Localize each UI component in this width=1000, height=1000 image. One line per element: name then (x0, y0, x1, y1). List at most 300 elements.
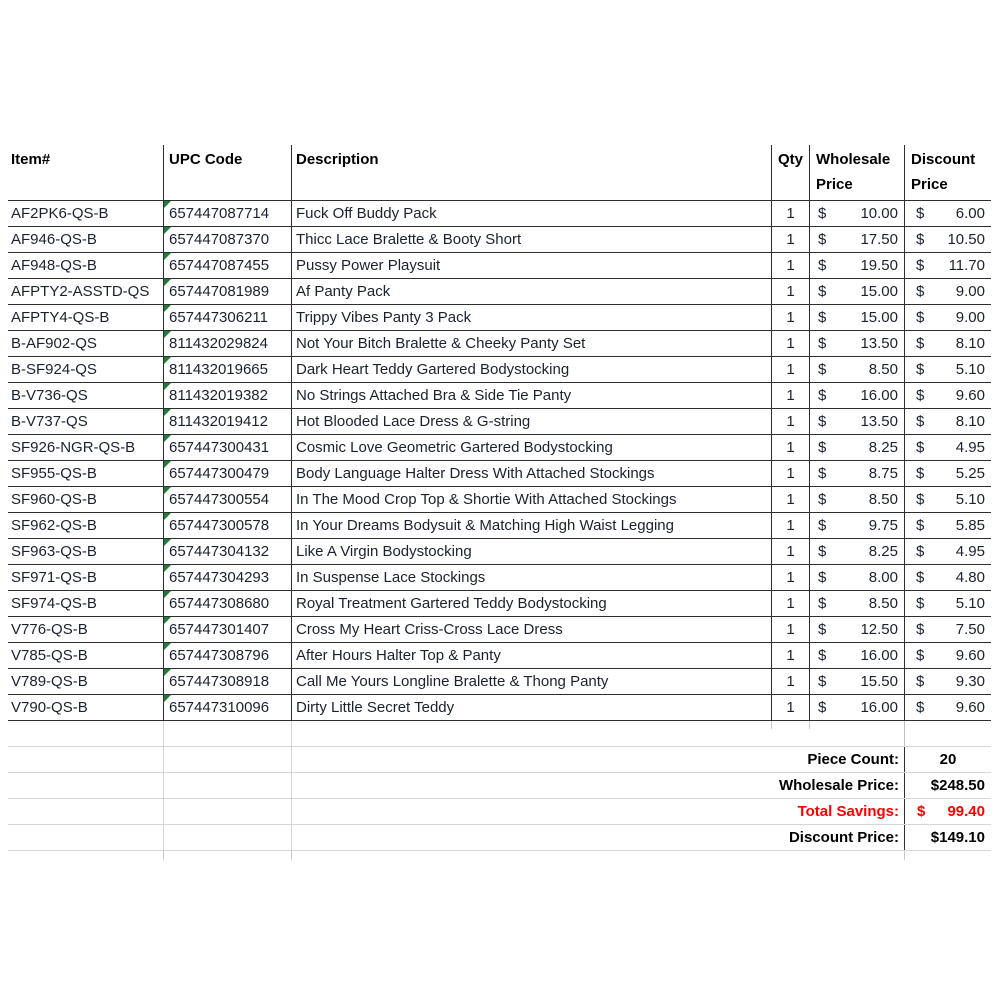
item-number-cell[interactable] (8, 513, 163, 538)
table-body (8, 201, 991, 721)
wholesale-total-value-cell[interactable] (904, 773, 991, 798)
table-row (8, 461, 991, 487)
discount-price-cell[interactable] (904, 591, 991, 616)
upc-code: 657447308680 (169, 595, 270, 612)
column-header-wholesale-line1: Wholesale (816, 151, 891, 168)
qty-value: 1 (786, 491, 795, 508)
description-text: Royal Treatment Gartered Teddy Bodystocking (296, 595, 607, 612)
upc-code: 811432019412 (169, 413, 268, 430)
description-cell[interactable] (291, 539, 771, 564)
wholesale-price-value: 8.25 (868, 439, 898, 456)
description-text: In Your Dreams Bodysuit & Matching High Waist Legging (296, 517, 674, 534)
wholesale-price-cell[interactable] (809, 253, 904, 278)
item-number: V790-QS-B (11, 699, 88, 716)
upc-code: 657447087455 (169, 257, 270, 274)
description-cell[interactable] (291, 383, 771, 408)
table-row (8, 565, 991, 591)
gridline-stub (904, 851, 905, 860)
item-number: SF962-QS-B (11, 517, 97, 534)
upc-cell[interactable] (163, 357, 291, 382)
wholesale-price-value: 8.00 (868, 569, 898, 586)
qty-cell[interactable] (771, 409, 809, 434)
table-row (8, 669, 991, 695)
qty-cell[interactable] (771, 305, 809, 330)
description-text: Not Your Bitch Bralette & Cheeky Panty Set (296, 335, 586, 352)
item-number: AFPTY4-QS-B (11, 309, 110, 326)
item-number: V776-QS-B (11, 621, 88, 638)
qty-cell[interactable] (771, 565, 809, 590)
discount-price-value: 9.30 (955, 673, 985, 690)
description-cell[interactable] (291, 435, 771, 460)
description-cell[interactable] (291, 695, 771, 720)
total-savings-value: 99.40 (947, 803, 985, 820)
discount-price-cell[interactable] (904, 331, 991, 356)
description-cell[interactable] (291, 591, 771, 616)
wholesale-price-value: 15.00 (860, 283, 898, 300)
currency-symbol: $ (916, 413, 925, 430)
discount-price-value: 5.25 (955, 465, 985, 482)
upc-code: 657447301407 (169, 621, 270, 638)
wholesale-price-cell[interactable] (809, 643, 904, 668)
wholesale-price-cell[interactable] (809, 513, 904, 538)
column-header-upc-code[interactable] (163, 145, 291, 200)
item-number: SF974-QS-B (11, 595, 97, 612)
table-header-row (8, 145, 991, 201)
qty-value: 1 (786, 231, 795, 248)
item-number-cell[interactable] (8, 435, 163, 460)
item-number-cell[interactable] (8, 357, 163, 382)
qty-value: 1 (786, 569, 795, 586)
item-number-cell[interactable] (8, 643, 163, 668)
description-cell[interactable] (291, 357, 771, 382)
discount-price-cell[interactable] (904, 513, 991, 538)
wholesale-price-value: 10.00 (860, 205, 898, 222)
qty-cell[interactable] (771, 201, 809, 226)
upc-code: 657447308918 (169, 673, 270, 690)
wholesale-price-cell[interactable] (809, 305, 904, 330)
column-header-discount-price[interactable] (904, 145, 991, 200)
upc-cell[interactable] (163, 435, 291, 460)
upc-cell[interactable] (163, 461, 291, 486)
table-row (8, 591, 991, 617)
discount-price-value: 5.10 (955, 595, 985, 612)
qty-cell[interactable] (771, 513, 809, 538)
table-row (8, 435, 991, 461)
currency-symbol: $ (818, 621, 827, 638)
upc-cell[interactable] (163, 539, 291, 564)
column-header-wholesale-line2: Price (816, 176, 853, 193)
item-number-cell[interactable] (8, 461, 163, 486)
summary-row-wholesale-price (8, 773, 991, 799)
item-number: AF2PK6-QS-B (11, 205, 109, 222)
discount-price-cell[interactable] (904, 435, 991, 460)
upc-cell[interactable] (163, 383, 291, 408)
table-row (8, 227, 991, 253)
discount-total-value-cell[interactable] (904, 825, 991, 850)
description-cell[interactable] (291, 669, 771, 694)
wholesale-price-value: 13.50 (860, 413, 898, 430)
column-header-discount-line1: Discount (911, 151, 976, 168)
description-cell[interactable] (291, 409, 771, 434)
description-text: Cross My Heart Criss-Cross Lace Dress (296, 621, 563, 638)
description-text: Af Panty Pack (296, 283, 391, 300)
qty-value: 1 (786, 257, 795, 274)
upc-code: 657447304293 (169, 569, 270, 586)
table-row (8, 305, 991, 331)
gridline-stub (163, 851, 164, 860)
table-row (8, 383, 991, 409)
wholesale-price-cell[interactable] (809, 539, 904, 564)
gridline-stub (809, 721, 810, 729)
item-number-cell[interactable] (8, 617, 163, 642)
qty-value: 1 (786, 543, 795, 560)
qty-cell[interactable] (771, 539, 809, 564)
currency-symbol: $ (916, 569, 925, 586)
item-number: AF948-QS-B (11, 257, 97, 274)
item-number-cell[interactable] (8, 279, 163, 304)
upc-cell[interactable] (163, 669, 291, 694)
column-header-upc-code-label: UPC Code (169, 151, 243, 168)
summary-row-total-savings (8, 799, 991, 825)
column-header-qty[interactable] (771, 145, 809, 200)
wholesale-price-value: 19.50 (860, 257, 898, 274)
item-number-cell[interactable] (8, 409, 163, 434)
currency-symbol: $ (818, 283, 827, 300)
upc-cell[interactable] (163, 695, 291, 720)
total-savings-value-cell[interactable] (904, 799, 991, 824)
column-header-qty-label: Qty (777, 151, 803, 168)
qty-cell[interactable] (771, 383, 809, 408)
description-cell[interactable] (291, 565, 771, 590)
qty-cell[interactable] (771, 643, 809, 668)
qty-cell[interactable] (771, 617, 809, 642)
item-number: SF971-QS-B (11, 569, 97, 586)
currency-symbol: $ (818, 309, 827, 326)
upc-code: 657447087370 (169, 231, 270, 248)
discount-price-value: 9.60 (955, 647, 985, 664)
discount-price-value: 8.10 (955, 413, 985, 430)
upc-cell[interactable] (163, 331, 291, 356)
description-text: Dirty Little Secret Teddy (296, 699, 455, 716)
discount-price-cell[interactable] (904, 409, 991, 434)
column-header-description[interactable] (291, 145, 771, 200)
item-number: AF946-QS-B (11, 231, 97, 248)
discount-price-cell[interactable] (904, 669, 991, 694)
description-cell[interactable] (291, 253, 771, 278)
table-row (8, 643, 991, 669)
qty-value: 1 (786, 205, 795, 222)
currency-symbol: $ (818, 387, 827, 404)
currency-symbol: $ (916, 543, 925, 560)
qty-cell[interactable] (771, 279, 809, 304)
item-number-cell[interactable] (8, 201, 163, 226)
upc-cell[interactable] (163, 643, 291, 668)
item-number: SF960-QS-B (11, 491, 97, 508)
qty-cell[interactable] (771, 357, 809, 382)
wholesale-total-value: $248.50 (930, 777, 985, 794)
upc-cell[interactable] (163, 565, 291, 590)
description-cell[interactable] (291, 461, 771, 486)
description-cell[interactable] (291, 643, 771, 668)
wholesale-price-value: 16.00 (860, 647, 898, 664)
item-number: B-SF924-QS (11, 361, 97, 378)
currency-symbol: $ (818, 517, 827, 534)
wholesale-price-value: 8.50 (868, 595, 898, 612)
qty-cell[interactable] (771, 669, 809, 694)
wholesale-price-cell[interactable] (809, 201, 904, 226)
currency-symbol: $ (916, 335, 925, 352)
wholesale-price-cell[interactable] (809, 669, 904, 694)
table-row (8, 253, 991, 279)
discount-price-cell[interactable] (904, 383, 991, 408)
upc-code: 657447300479 (169, 465, 270, 482)
currency-symbol: $ (916, 621, 925, 638)
item-number-cell[interactable] (8, 487, 163, 512)
wholesale-price-cell[interactable] (809, 695, 904, 720)
discount-price-value: 5.10 (955, 361, 985, 378)
discount-price-cell[interactable] (904, 539, 991, 564)
discount-price-value: 11.70 (948, 257, 985, 274)
currency-symbol: $ (916, 361, 925, 378)
wholesale-price-cell[interactable] (809, 227, 904, 252)
qty-cell[interactable] (771, 227, 809, 252)
upc-code: 657447087714 (169, 205, 270, 222)
discount-price-cell[interactable] (904, 487, 991, 512)
upc-cell[interactable] (163, 227, 291, 252)
item-number-cell[interactable] (8, 331, 163, 356)
description-text: In Suspense Lace Stockings (296, 569, 486, 586)
wholesale-total-label-cell[interactable] (291, 773, 904, 798)
discount-price-value: 4.95 (955, 543, 985, 560)
description-text: Fuck Off Buddy Pack (296, 205, 437, 222)
currency-symbol: $ (818, 413, 827, 430)
upc-code: 657447306211 (169, 309, 268, 326)
description-cell[interactable] (291, 513, 771, 538)
discount-price-value: 5.10 (955, 491, 985, 508)
item-number-cell[interactable] (8, 227, 163, 252)
upc-code: 657447308796 (169, 647, 270, 664)
upc-cell[interactable] (163, 409, 291, 434)
upc-code: 657447310096 (169, 699, 270, 716)
currency-symbol: $ (916, 517, 925, 534)
currency-symbol: $ (818, 595, 827, 612)
total-savings-label: Total Savings: (797, 803, 899, 820)
upc-cell[interactable] (163, 279, 291, 304)
qty-value: 1 (786, 387, 795, 404)
qty-value: 1 (786, 595, 795, 612)
discount-price-value: 9.00 (955, 283, 985, 300)
qty-value: 1 (786, 621, 795, 638)
item-number: V789-QS-B (11, 673, 88, 690)
description-cell[interactable] (291, 279, 771, 304)
item-number-cell[interactable] (8, 253, 163, 278)
table-row (8, 279, 991, 305)
upc-cell[interactable] (163, 487, 291, 512)
upc-cell[interactable] (163, 591, 291, 616)
description-cell[interactable] (291, 487, 771, 512)
table-row (8, 695, 991, 721)
discount-price-value: 7.50 (955, 621, 985, 638)
item-number: B-V737-QS (11, 413, 88, 430)
piece-count-label-cell[interactable] (291, 747, 904, 772)
currency-symbol: $ (916, 465, 925, 482)
qty-cell[interactable] (771, 331, 809, 356)
description-text: Thicc Lace Bralette & Booty Short (296, 231, 522, 248)
discount-total-value: $149.10 (930, 829, 985, 846)
description-cell[interactable] (291, 227, 771, 252)
currency-symbol: $ (818, 257, 827, 274)
currency-symbol: $ (818, 361, 827, 378)
item-number-cell[interactable] (8, 539, 163, 564)
upc-cell[interactable] (163, 201, 291, 226)
qty-cell[interactable] (771, 695, 809, 720)
wholesale-price-cell[interactable] (809, 357, 904, 382)
wholesale-price-value: 15.50 (860, 673, 898, 690)
discount-price-cell[interactable] (904, 201, 991, 226)
qty-value: 1 (786, 283, 795, 300)
discount-price-cell[interactable] (904, 227, 991, 252)
currency-symbol: $ (917, 803, 926, 820)
item-number-cell[interactable] (8, 591, 163, 616)
description-text: In The Mood Crop Top & Shortie With Attached Stockings (296, 491, 677, 508)
currency-symbol: $ (916, 673, 925, 690)
column-header-item-number-label: Item# (11, 151, 51, 168)
table-row (8, 409, 991, 435)
upc-code: 811432019665 (169, 361, 268, 378)
wholesale-price-value: 17.50 (860, 231, 898, 248)
wholesale-price-value: 9.75 (868, 517, 898, 534)
piece-count-label: Piece Count: (807, 751, 899, 768)
column-header-description-label: Description (296, 151, 379, 168)
currency-symbol: $ (818, 543, 827, 560)
currency-symbol: $ (818, 465, 827, 482)
item-number-cell[interactable] (8, 383, 163, 408)
currency-symbol: $ (916, 595, 925, 612)
description-cell[interactable] (291, 201, 771, 226)
empty-row (8, 721, 991, 747)
upc-code: 811432029824 (169, 335, 268, 352)
discount-price-cell[interactable] (904, 565, 991, 590)
discount-price-cell[interactable] (904, 695, 991, 720)
table-row (8, 513, 991, 539)
wholesale-price-value: 16.00 (860, 699, 898, 716)
upc-code: 657447300431 (169, 439, 270, 456)
discount-price-cell[interactable] (904, 643, 991, 668)
item-number-cell[interactable] (8, 669, 163, 694)
discount-total-label-cell[interactable] (291, 825, 904, 850)
qty-cell[interactable] (771, 253, 809, 278)
currency-symbol: $ (818, 699, 827, 716)
wholesale-price-value: 13.50 (860, 335, 898, 352)
discount-price-cell[interactable] (904, 253, 991, 278)
column-header-item-number[interactable] (8, 145, 163, 200)
wholesale-price-cell[interactable] (809, 331, 904, 356)
item-number-cell[interactable] (8, 565, 163, 590)
wholesale-price-cell[interactable] (809, 409, 904, 434)
description-text: Trippy Vibes Panty 3 Pack (296, 309, 472, 326)
wholesale-price-cell[interactable] (809, 591, 904, 616)
wholesale-price-cell[interactable] (809, 435, 904, 460)
total-savings-label-cell[interactable] (291, 799, 904, 824)
currency-symbol: $ (818, 439, 827, 456)
trailing-gridlines (8, 851, 991, 860)
qty-value: 1 (786, 413, 795, 430)
upc-cell[interactable] (163, 305, 291, 330)
discount-price-cell[interactable] (904, 279, 991, 304)
wholesale-price-cell[interactable] (809, 383, 904, 408)
description-text: Like A Virgin Bodystocking (296, 543, 472, 560)
item-number: SF926-NGR-QS-B (11, 439, 136, 456)
qty-cell[interactable] (771, 461, 809, 486)
currency-symbol: $ (818, 569, 827, 586)
currency-symbol: $ (916, 387, 925, 404)
currency-symbol: $ (818, 205, 827, 222)
wholesale-price-cell[interactable] (809, 487, 904, 512)
price-list-table (8, 145, 991, 860)
currency-symbol: $ (916, 309, 925, 326)
table-row (8, 331, 991, 357)
table-row (8, 487, 991, 513)
qty-value: 1 (786, 647, 795, 664)
qty-value: 1 (786, 673, 795, 690)
wholesale-price-value: 15.00 (860, 309, 898, 326)
discount-price-cell[interactable] (904, 617, 991, 642)
currency-symbol: $ (916, 205, 925, 222)
description-cell[interactable] (291, 331, 771, 356)
qty-cell[interactable] (771, 435, 809, 460)
wholesale-price-cell[interactable] (809, 565, 904, 590)
currency-symbol: $ (916, 647, 925, 664)
description-text: Call Me Yours Longline Bralette & Thong Panty (296, 673, 609, 690)
discount-price-cell[interactable] (904, 461, 991, 486)
item-number-cell[interactable] (8, 695, 163, 720)
upc-cell[interactable] (163, 617, 291, 642)
qty-value: 1 (786, 335, 795, 352)
qty-value: 1 (786, 361, 795, 378)
wholesale-price-value: 12.50 (860, 621, 898, 638)
piece-count-value-cell[interactable] (904, 747, 991, 772)
upc-cell[interactable] (163, 253, 291, 278)
item-number: V785-QS-B (11, 647, 88, 664)
wholesale-total-label: Wholesale Price: (778, 777, 899, 794)
discount-price-value: 8.10 (955, 335, 985, 352)
upc-cell[interactable] (163, 513, 291, 538)
discount-price-cell[interactable] (904, 357, 991, 382)
item-number-cell[interactable] (8, 305, 163, 330)
wholesale-price-cell[interactable] (809, 617, 904, 642)
description-cell[interactable] (291, 305, 771, 330)
item-number: B-AF902-QS (11, 335, 97, 352)
column-header-wholesale-price[interactable] (809, 145, 904, 200)
wholesale-price-cell[interactable] (809, 279, 904, 304)
wholesale-price-cell[interactable] (809, 461, 904, 486)
upc-code: 657447081989 (169, 283, 270, 300)
currency-symbol: $ (916, 257, 925, 274)
discount-price-value: 9.00 (955, 309, 985, 326)
qty-cell[interactable] (771, 591, 809, 616)
description-text: No Strings Attached Bra & Side Tie Panty (296, 387, 572, 404)
table-row (8, 539, 991, 565)
qty-cell[interactable] (771, 487, 809, 512)
piece-count-value: 20 (939, 751, 957, 768)
discount-price-cell[interactable] (904, 305, 991, 330)
currency-symbol: $ (916, 439, 925, 456)
qty-value: 1 (786, 439, 795, 456)
discount-price-value: 5.85 (955, 517, 985, 534)
table-row (8, 357, 991, 383)
description-cell[interactable] (291, 617, 771, 642)
currency-symbol: $ (818, 491, 827, 508)
